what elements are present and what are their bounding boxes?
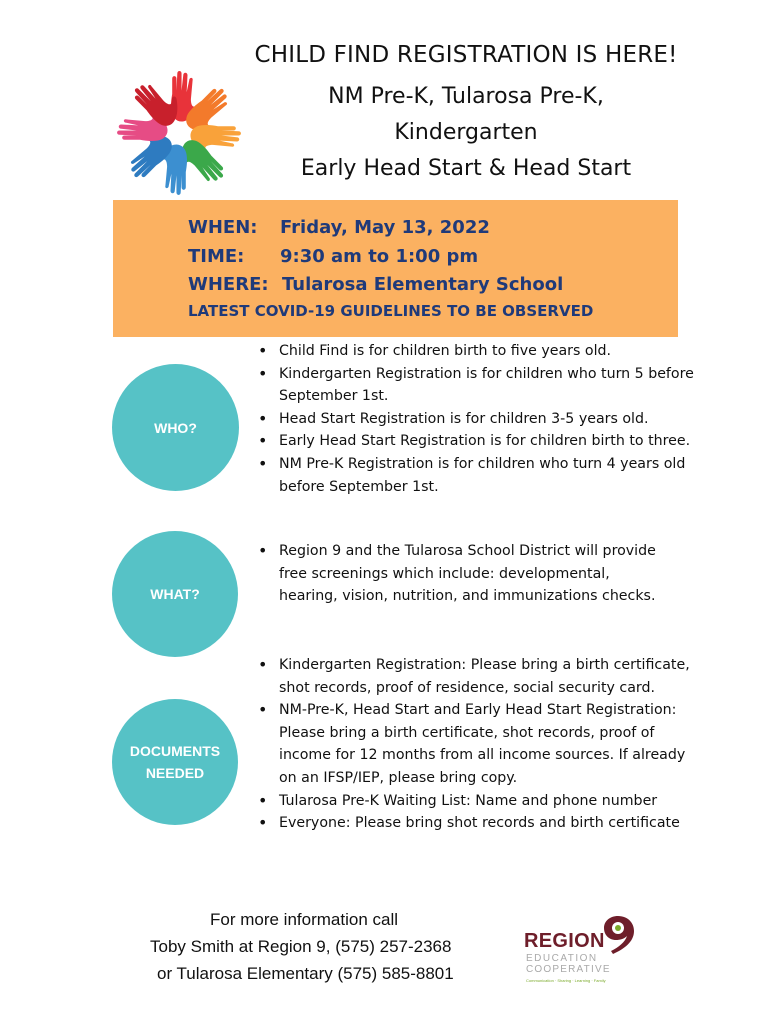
program-line-2: Kindergarten xyxy=(394,120,538,145)
documents-label-line1: DOCUMENTS xyxy=(129,743,221,759)
page-title: CHILD FIND REGISTRATION IS HERE! xyxy=(254,42,678,68)
hands-circle-logo xyxy=(104,58,254,208)
logo-sub-1: EDUCATION xyxy=(526,953,598,964)
documents-label-line2: NEEDED xyxy=(145,765,205,781)
who-list xyxy=(256,340,696,498)
program-line-1: NM Pre-K, Tularosa Pre-K, xyxy=(328,84,604,109)
list-item: • Region 9 and the Tularosa School District will provide free screenings which include: developmental, hearing, vision, nutrition, and immunizations checks. xyxy=(256,540,666,608)
where-label: WHERE: xyxy=(188,274,269,295)
time-row xyxy=(188,246,478,267)
contact-line-1: For more information call xyxy=(210,910,399,929)
list-item: • Head Start Registration is for children 3-5 years old. xyxy=(256,408,696,431)
list-item: • Everyone: Please bring shot records and birth certificate xyxy=(256,812,696,835)
logo-sub-2: COOPERATIVE xyxy=(526,964,611,975)
list-item: • Kindergarten Registration is for children who turn 5 before September 1st. xyxy=(256,363,696,408)
covid-notice: LATEST COVID-19 GUIDELINES TO BE OBSERVED xyxy=(188,302,594,320)
contact-line-2: Toby Smith at Region 9, (575) 257-2368 xyxy=(150,937,452,956)
when-value: Friday, May 13, 2022 xyxy=(280,217,490,238)
time-label: TIME: xyxy=(188,246,245,267)
what-label: WHAT? xyxy=(150,586,200,602)
contact-line-3: or Tularosa Elementary (575) 585-8801 xyxy=(157,964,454,983)
list-item: • NM-Pre-K, Head Start and Early Head Start Registration: Please bring a birth certificate, shot records, proof of income for 12 months from all income sources. If already on an IFSP/IEP, please bring copy. xyxy=(256,699,696,789)
what-circle xyxy=(112,531,238,657)
documents-list xyxy=(256,654,696,835)
list-item: • Kindergarten Registration: Please bring a birth certificate, shot records, proof of residence, social security card. xyxy=(256,654,696,699)
time-value: 9:30 am to 1:00 pm xyxy=(280,246,479,267)
event-details-banner xyxy=(113,200,678,337)
when-label: WHEN: xyxy=(188,217,258,238)
logo-word: REGION xyxy=(524,930,605,952)
list-item: • Tularosa Pre-K Waiting List: Name and phone number xyxy=(256,790,696,813)
region-9-logo xyxy=(520,912,645,987)
when-row xyxy=(188,217,490,238)
program-line-3: Early Head Start & Head Start xyxy=(300,156,632,181)
list-item: • Child Find is for children birth to five years old. xyxy=(256,340,696,363)
where-row xyxy=(188,274,563,295)
who-circle xyxy=(112,364,239,491)
documents-circle xyxy=(112,699,238,825)
who-label: WHO? xyxy=(154,419,197,436)
list-item: • NM Pre-K Registration is for children who turn 4 years old before September 1st. xyxy=(256,453,696,498)
what-list xyxy=(256,540,666,608)
where-value: Tularosa Elementary School xyxy=(282,274,564,295)
logo-tagline: Communication · Sharing · Learning · Family xyxy=(526,978,606,983)
list-item: • Early Head Start Registration is for children birth to three. xyxy=(256,430,696,453)
